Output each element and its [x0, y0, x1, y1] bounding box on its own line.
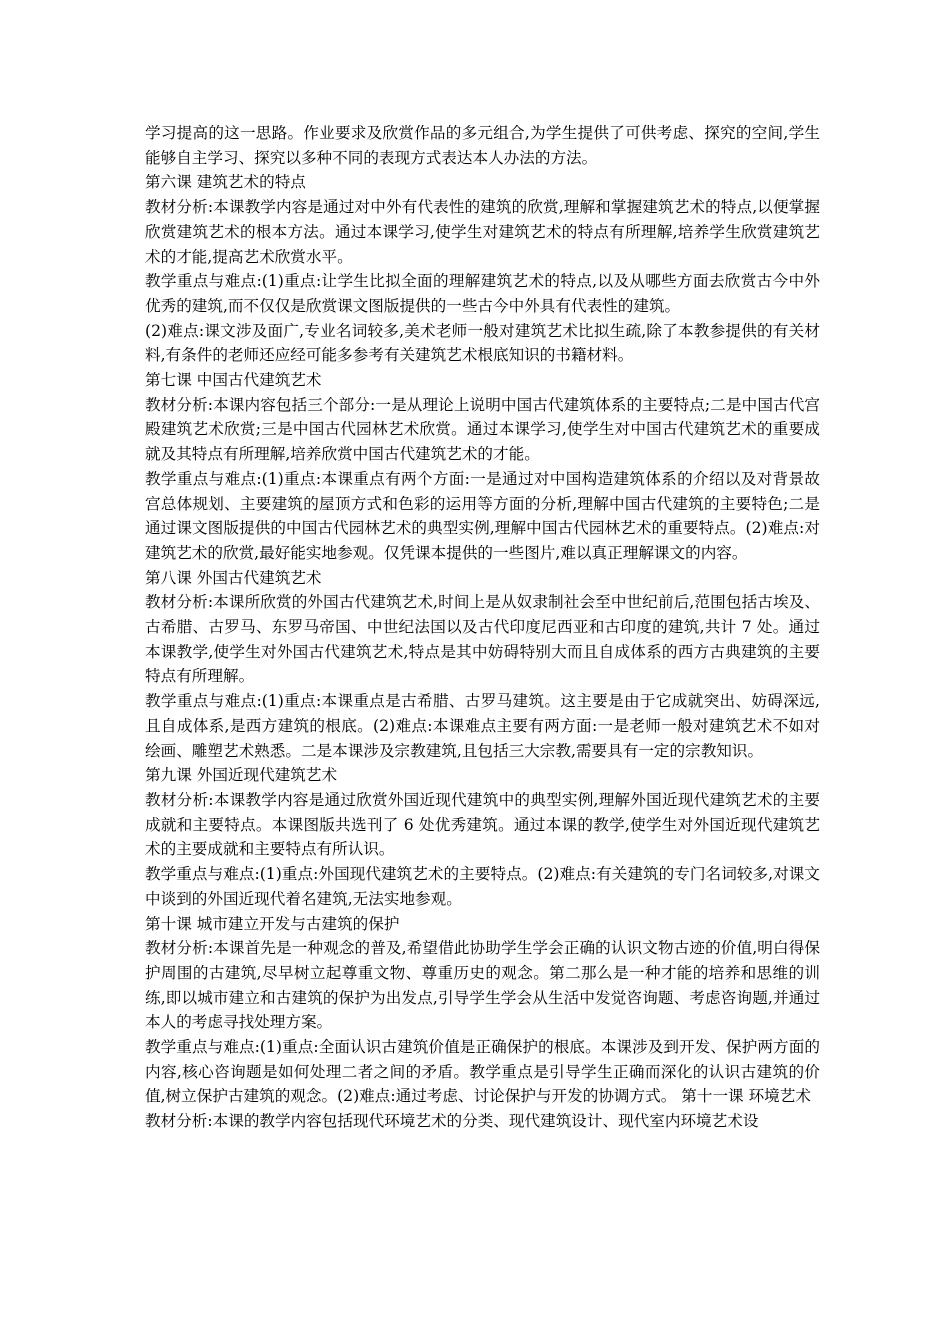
lesson-9-key-points: 教学重点与难点:(1)重点:外国现代建筑艺术的主要特点。(2)难点:有关建筑的专门名词较多,对课文中谈到的外国近现代着名建筑,无法实地参观。 — [145, 865, 820, 908]
lesson-6-title: 第六课 建筑艺术的特点 — [145, 173, 306, 192]
paragraph-continuation: 学习提高的这一思路。作业要求及欣赏作品的多元组合,为学生提供了可供考虑、探究的空间,学生能够自主学习、探究以多种不同的表现方式表达本人办法的方法。 — [145, 124, 820, 167]
lesson-9-title: 第九课 外国近现代建筑艺术 — [145, 766, 338, 785]
lesson-7-key-points: 教学重点与难点:(1)重点:本课重点有两个方面:一是通过对中国构造建筑体系的介绍以及对背景故宫总体规划、主要建筑的屋顶方式和色彩的运用等方面的分析,理解中国古代建筑的主要特色;二是通过课文图版提供的中国古代园林艺术的典型实例,理解中国古代园林艺术的重要特点。(2)难点:对建筑艺术的欣赏,最好能实地参观。仅凭课本提供的一些图片,难以真正理解课文的内容。 — [145, 469, 820, 562]
lesson-8-title: 第八课 外国古代建筑艺术 — [145, 568, 322, 587]
document-body — [145, 121, 820, 1134]
lesson-6-difficulties: (2)难点:课文涉及面广,专业名词较多,美术老师一般对建筑艺术比拟生疏,除了本教参提供的有关材料,有条件的老师还应经可能多参考有关建筑艺术根底知识的书籍材料。 — [145, 321, 820, 365]
lesson-10-key-points: 教学重点与难点:(1)重点:全面认识古建筑价值是正确保护的根底。本课涉及到开发、保护两方面的内容,核心咨询题是如何处理二者之间的矛盾。教学重点是引导学生正确而深化的认识古建筑的价值,树立保护古建筑的观念。(2)难点:通过考虑、讨论保护与开发的协调方式。 第十一课 环境艺术 — [145, 1038, 820, 1106]
lesson-7-title: 第七课 中国古代建筑艺术 — [145, 371, 322, 390]
lesson-6-key-points: 教学重点与难点:(1)重点:让学生比拟全面的理解建筑艺术的特点,以及从哪些方面去欣赏古今中外优秀的建筑,而不仅仅是欣赏课文图版提供的一些古今中外具有代表性的建筑。 — [145, 272, 820, 315]
lesson-8-analysis: 教材分析:本课所欣赏的外国古代建筑艺术,时间上是从奴隶制社会至中世纪前后,范围包括古埃及、古希腊、古罗马、东罗马帝国、中世纪法国以及古代印度尼西亚和古印度的建筑,共计 7 处。通过本课教学,使学生对外国古代建筑艺术,特点是其中妨碍特别大而且自成体系的西方古典建筑的主要特点有所理解。 — [145, 593, 820, 686]
lesson-7-analysis: 教材分析:本课内容包括三个部分:一是从理论上说明中国古代建筑体系的主要特点;二是中国古代宫殿建筑艺术欣赏;三是中国古代园林艺术欣赏。通过本课学习,使学生对中国古代建筑艺术的重要成就及其特点有所理解,培养欣赏中国古代建筑艺术的才能。 — [145, 395, 820, 464]
lesson-10-title: 第十课 城市建立开发与古建筑的保护 — [145, 914, 400, 933]
lesson-11-analysis: 教材分析:本课的教学内容包括现代环境艺术的分类、现代建筑设计、现代室内环境艺术设 — [145, 1112, 759, 1131]
lesson-9-analysis: 教材分析:本课教学内容是通过欣赏外国近现代建筑中的典型实例,理解外国近现代建筑艺术的主要成就和主要特点。本课图版共选刊了 6 处优秀建筑。通过本课的教学,使学生对外国近现代建筑艺术的主要成就和主要特点有所认识。 — [145, 790, 820, 859]
lesson-6-analysis: 教材分析:本课教学内容是通过对中外有代表性的建筑的欣赏,理解和掌握建筑艺术的特点,以便掌握欣赏建筑艺术的根本方法。通过本课学习,使学生对建筑艺术的特点有所理解,培养学生欣赏建筑艺术的才能,提高艺术欣赏水平。 — [145, 198, 820, 266]
lesson-10-analysis: 教材分析:本课首先是一种观念的普及,希望借此协助学生学会正确的认识文物古迹的价值,明白得保护周围的古建筑,尽早树立起尊重文物、尊重历史的观念。第二那么是一种才能的培养和思维的训练,即以城市建立和古建筑的保护为出发点,引导学生学会从生活中发觉咨询题、考虑咨询题,并通过本人的考虑寻找处理方案。 — [145, 939, 820, 1032]
lesson-8-key-points: 教学重点与难点:(1)重点:本课重点是古希腊、古罗马建筑。这主要是由于它成就突出、妨碍深远,且自成体系,是西方建筑的根底。(2)难点:本课难点主要有两方面:一是老师一般对建筑艺术不如对绘画、雕塑艺术熟悉。二是本课涉及宗教建筑,且包括三大宗教,需要具有一定的宗教知识。 — [145, 692, 820, 760]
